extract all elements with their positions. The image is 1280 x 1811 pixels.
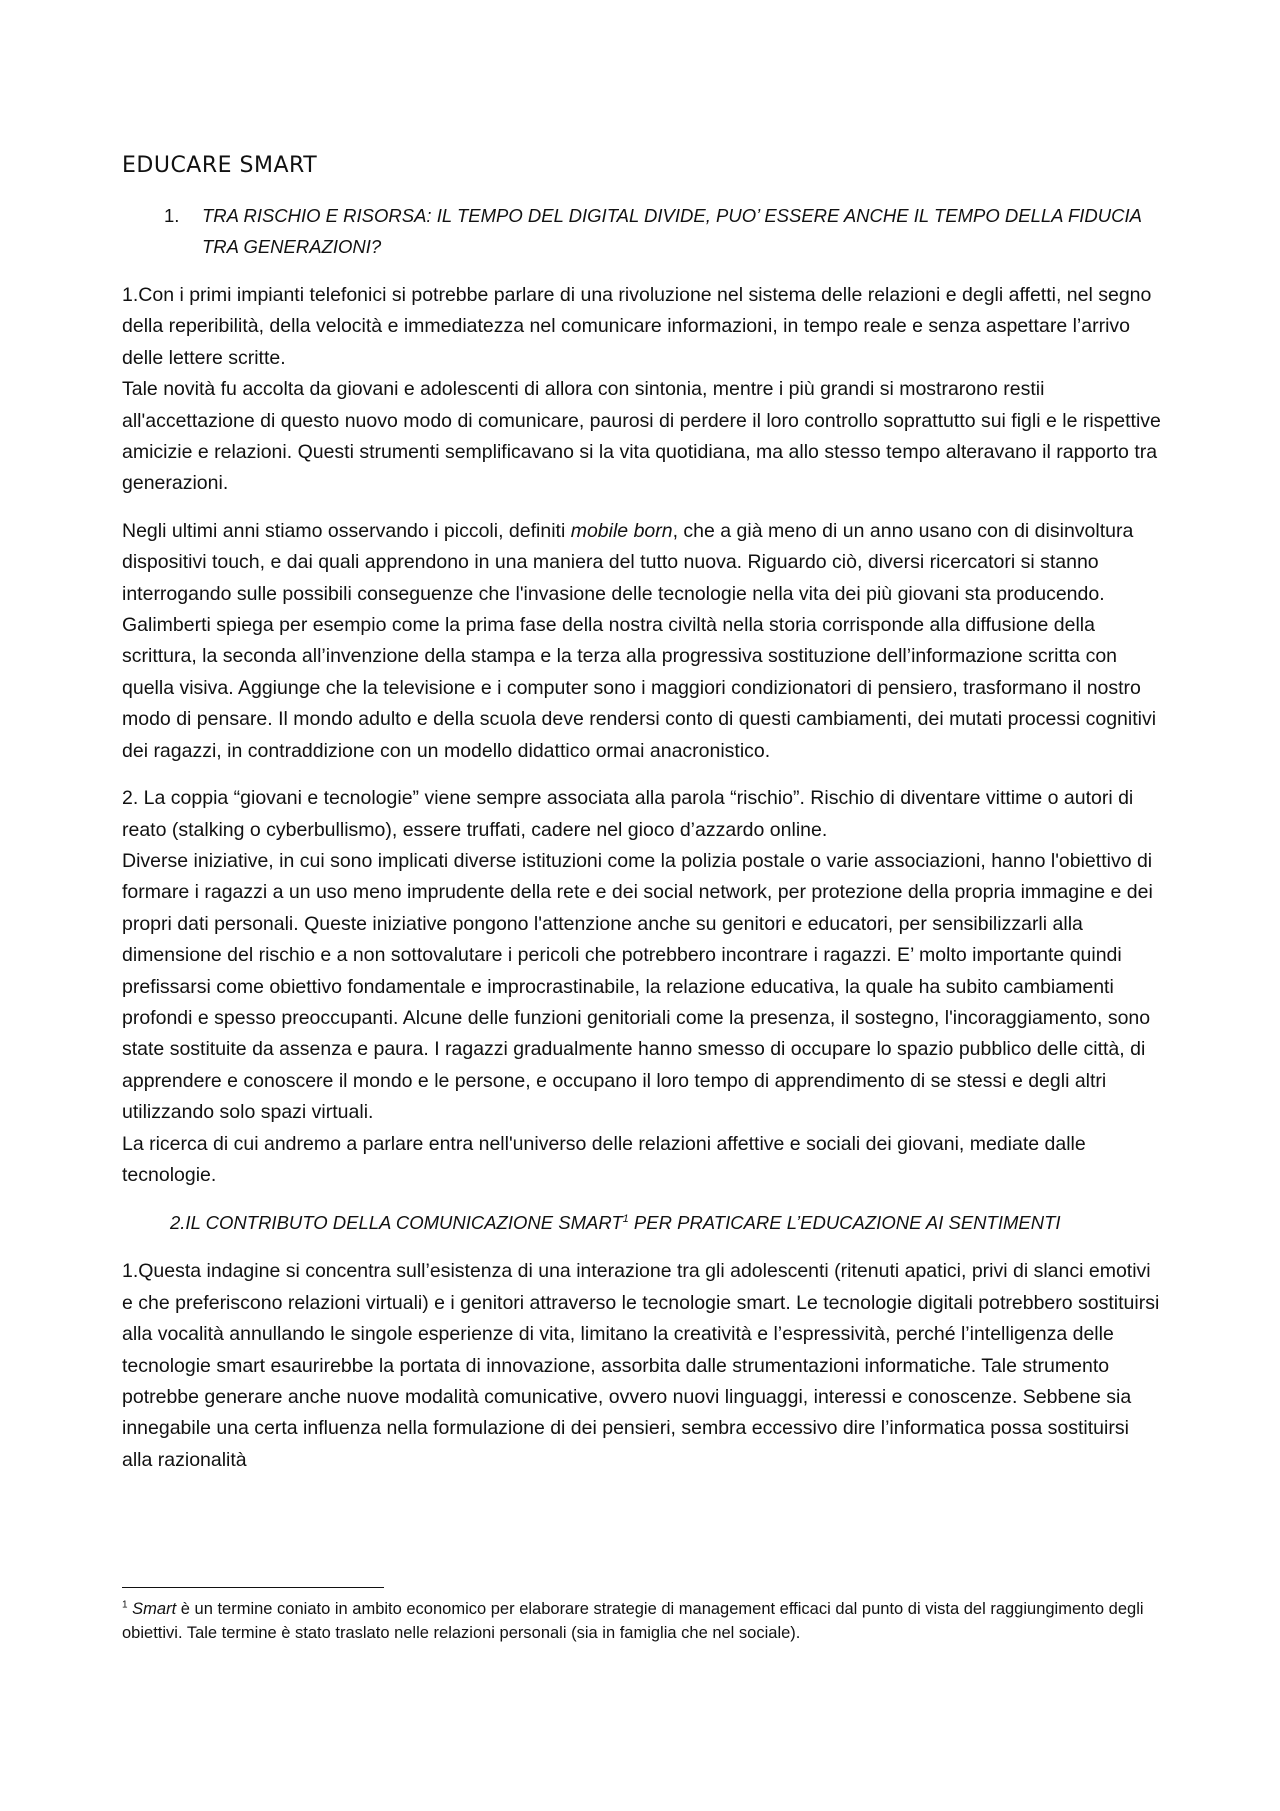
section-1-paragraph-1	[122, 280, 1162, 500]
footnote-term: Smart	[132, 1600, 177, 1618]
paragraph-text: 2. La coppia “giovani e tecnologie” viene sempre associata alla parola “rischio”. Rischio di diventare vittime o autori di reato (stalking o cyberbullismo), essere truffati, cadere nel gioco d’azzardo online.	[122, 787, 1134, 841]
section-2-heading-text: 2.IL CONTRIBUTO DELLA COMUNICAZIONE SMART	[170, 1212, 623, 1234]
paragraph-text: Tale novità fu accolta da giovani e adolescenti di allora con sintonia, mentre i più grandi si mostrarono restii all'accettazione di questo nuovo modo di comunicare, paurosi di perdere il loro controllo soprattutto sui figli e le rispettive amicizie e relazioni. Questi strumenti semplificavano si la vita quotidiana, ma allo stesso tempo alteravano il rapporto tra generazioni.	[122, 378, 1161, 495]
footnote-separator	[122, 1587, 384, 1588]
paragraph-text: Negli ultimi anni stiamo osservando i piccoli, definiti	[122, 519, 571, 542]
document-page	[122, 150, 1162, 1492]
document-title: EDUCARE SMART	[122, 153, 318, 178]
footnote-marker: 1	[122, 1599, 128, 1611]
emphasized-term: mobile born	[570, 519, 673, 542]
paragraph-text: 1.Questa indagine si concentra sull’esistenza di una interazione tra gli adolescenti (ritenuti apatici, privi di slanci emotivi e che preferiscono relazioni virtuali) e i genitori attraverso le tecnologie smart. Le tecnologie digitali potrebbero sostituirsi alla vocalità annullando le singole esperienze di vita, limitano la creatività e l’espressività, perché l’intelligenza delle tecnologie smart esaurirebbe la portata di innovazione, assorbita dalle strumentazioni informatiche. Tale strumento potrebbe generare anche nuove modalità comunicative, ovvero nuovi linguaggi, interessi e conoscenze. Sebbene sia innegabile una certa influenza nella formulazione di dei pensieri, sembra eccessivo dire l’informatica possa sostituirsi alla razionalità	[122, 1260, 1160, 1471]
paragraph-text: La ricerca di cui andremo a parlare entra nell'universo delle relazioni affettive e sociali dei giovani, mediate dalle tecnologie.	[122, 1132, 1086, 1186]
section-1-heading-text: TRA RISCHIO E RISORSA: IL TEMPO DEL DIGITAL DIVIDE, PUO’ ESSERE ANCHE IL TEMPO DELLA FIDUCIA TRA GENERAZIONI?	[202, 205, 1142, 257]
section-1-heading	[122, 200, 1162, 262]
paragraph-text: , che a già meno di un anno usano con di disinvoltura dispositivi touch, e dai quali apprendono in una maniera del tutto nuova. Riguardo ciò, diversi ricercatori si stanno interrogando sulle possibili conseguenze che l'invasione delle tecnologie nella vita dei più giovani sta producendo. Galimberti spiega per esempio come la prima fase della nostra civiltà nella storia corrisponde alla diffusione della scrittura, la seconda all’invenzione della stampa e la terza alla progressiva sostituzione dell’informazione scritta con quella visiva. Aggiunge che la televisione e i computer sono i maggiori condizionatori di pensiero, trasformano il nostro modo di pensare. Il mondo adulto e della scuola deve rendersi conto di questi cambiamenti, dei mutati processi cognitivi dei ragazzi, in contraddizione con un modello didattico ormai anacronistico.	[122, 519, 1157, 762]
footnote-text: è un termine coniato in ambito economico per elaborare strategie di management efficaci dal punto di vista del raggiungimento degli obiettivi. Tale termine è stato traslato nelle relazioni personali (sia in famiglia che nel sociale).	[122, 1600, 1144, 1642]
section-1-paragraph-3	[122, 783, 1162, 1191]
section-1-paragraph-2	[122, 516, 1162, 767]
paragraph-text: 1.Con i primi impianti telefonici si potrebbe parlare di una rivoluzione nel sistema delle relazioni e degli affetti, nel segno della reperibilità, della velocità e immediatezza nel comunicare informazioni, in tempo reale e senza aspettare l’arrivo delle lettere scritte.	[122, 284, 1152, 369]
footnote	[122, 1598, 1162, 1645]
section-2-heading-text: PER PRATICARE L’EDUCAZIONE AI SENTIMENTI	[628, 1212, 1061, 1234]
footnote-reference[interactable]: 1	[622, 1213, 629, 1226]
section-2-paragraph-1	[122, 1256, 1162, 1476]
section-2-heading	[170, 1207, 1162, 1238]
section-1-number: 1.	[164, 205, 180, 226]
paragraph-text: Diverse iniziative, in cui sono implicati diverse istituzioni come la polizia postale o varie associazioni, hanno l'obiettivo di formare i ragazzi a un uso meno imprudente della rete e dei social network, per protezione della propria immagine e dei propri dati personali. Queste iniziative pongono l'attenzione anche su genitori e educatori, per sensibilizzarli alla dimensione del rischio e a non sottovalutare i pericoli che potrebbero incontrare i ragazzi. E’ molto importante quindi prefissarsi come obiettivo fondamentale e improcrastinabile, la relazione educativa, la quale ha subito cambiamenti profondi e spesso preoccupanti. Alcune delle funzioni genitoriali come la presenza, il sostegno, l'incoraggiamento, sono state sostituite da assenza e paura. I ragazzi gradualmente hanno smesso di occupare lo spazio pubblico delle città, di apprendere e conoscere il mondo e le persone, e occupano il loro tempo di apprendimento di se stessi e degli altri utilizzando solo spazi virtuali.	[122, 849, 1153, 1124]
